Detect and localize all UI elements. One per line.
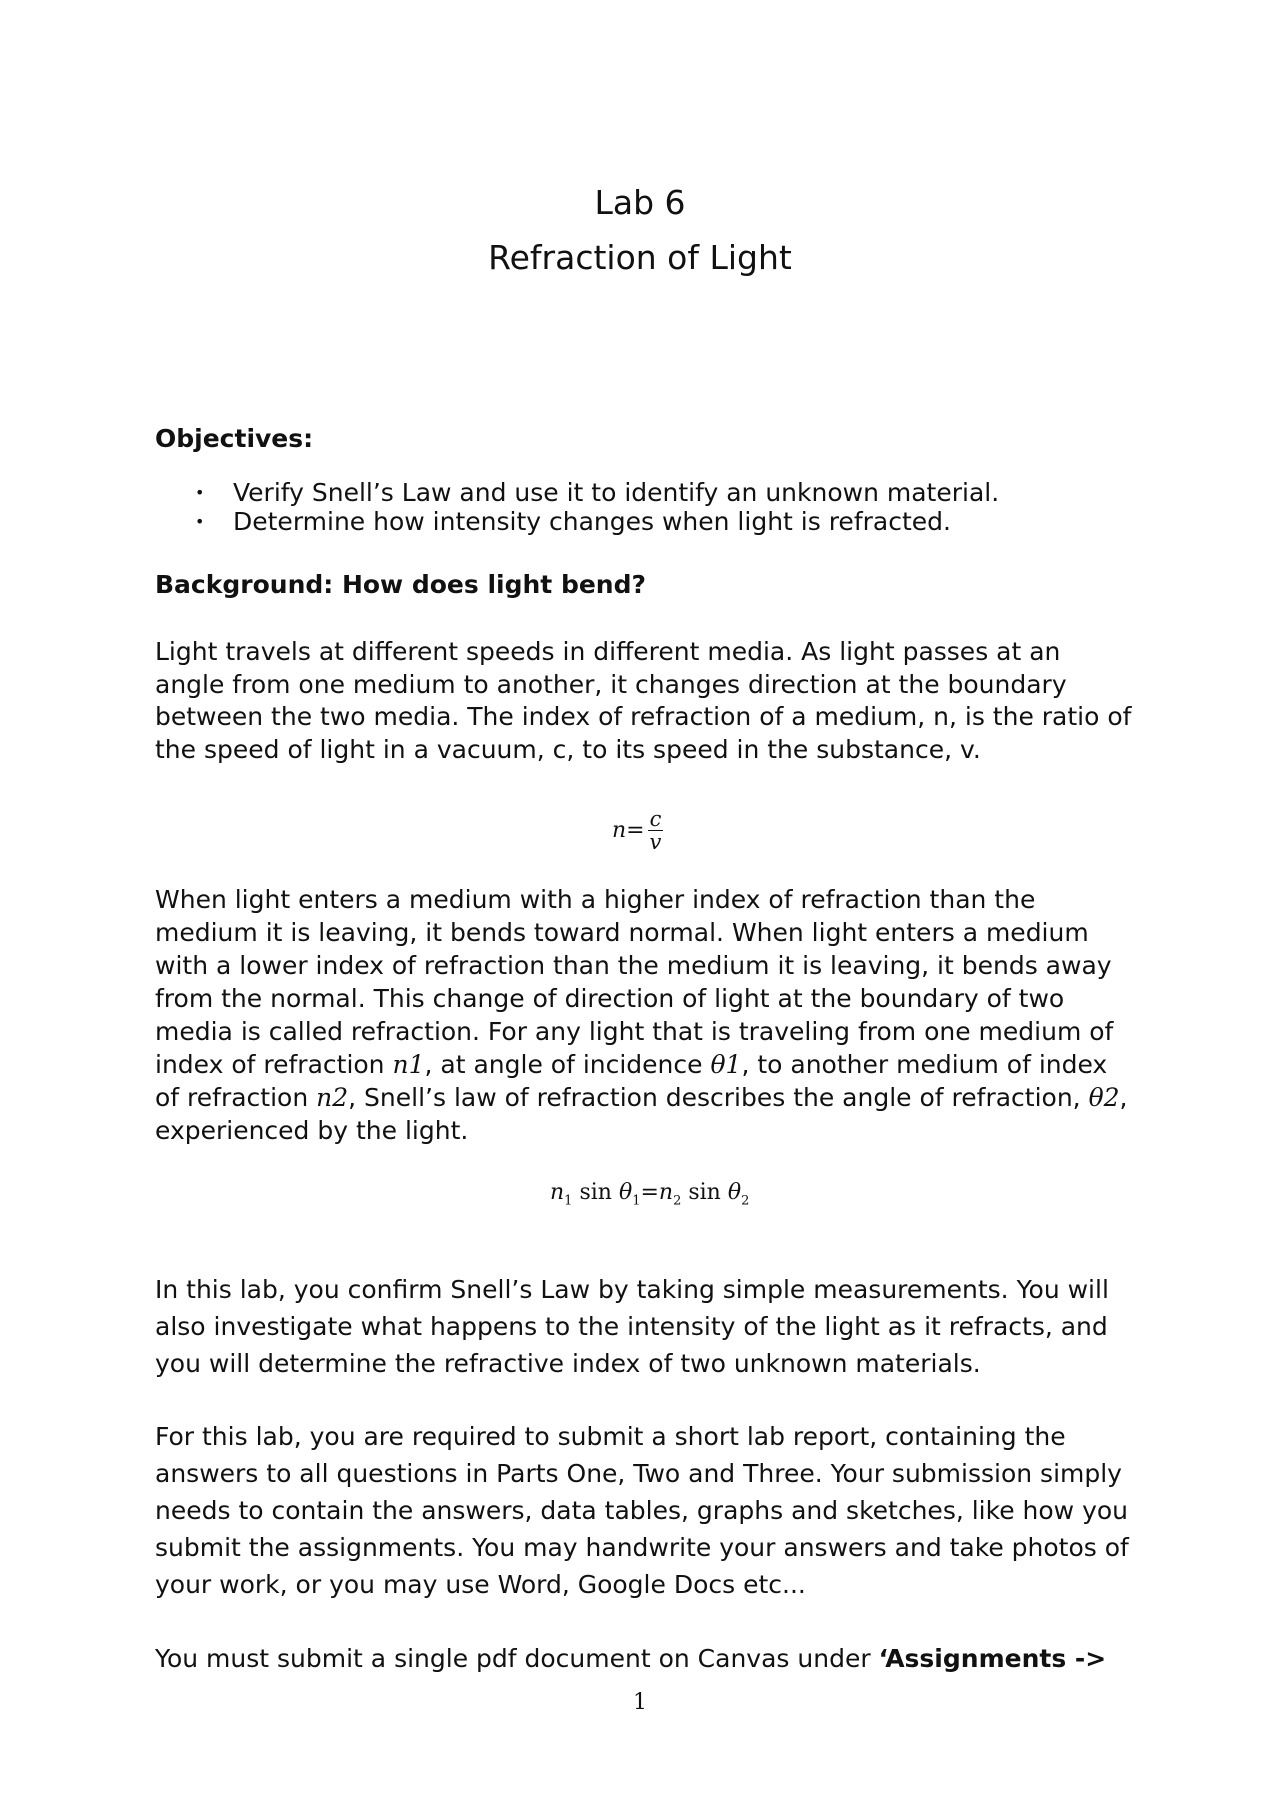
symbol-theta2: θ2 [1088, 1083, 1120, 1112]
snells-law-equation [550, 1180, 749, 1208]
bullet-icon: • [195, 512, 205, 531]
index-of-refraction-equation [612, 808, 663, 853]
bullet-icon: • [195, 483, 205, 502]
background-paragraph-3: In this lab, you confirm Snell’s Law by taking simple measurements. You will also investigate what happens to the intensity of the light as it refracts, and you will determine the refractive index of two unknown materials. [155, 1275, 1109, 1378]
paragraph-text: , to another medium of index of refraction [155, 1050, 1108, 1112]
background-paragraph-1: Light travels at different speeds in different media. As light passes at an angle from one medium to another, it changes direction at the boundary between the two media. The index of refraction of a medium, n, is the ratio of the speed of light in a vacuum, c, to its speed in the substance, v. [155, 637, 1132, 764]
background-paragraph-5 [155, 1640, 1135, 1677]
list-item [195, 507, 999, 536]
paragraph-text: , Snell’s law of refraction describes the angle of refraction, [348, 1083, 1089, 1112]
objectives-list [195, 478, 999, 536]
fraction-denominator: v [649, 830, 662, 854]
paragraph-text: When light enters a medium with a higher index of refraction than the medium it is leaving, it bends toward normal. When light enters a medium with a lower index of refraction than the medium it is leaving, it bends away from the normal. This change of direction of light at the boundary of two media is called refraction. For any light that is traveling from one medium of index of refraction [155, 885, 1114, 1079]
background-heading: Background: How does light bend? [155, 570, 647, 599]
background-paragraph-4: For this lab, you are required to submit a short lab report, containing the answers to all questions in Parts One, Two and Three. Your submission simply needs to contain the answers, data tables, graphs and sketches, like how you submit the assignments. You may handwrite your answers and take photos of your work, or you may use Word, Google Docs etc... [155, 1422, 1129, 1599]
eq-sin: sin [572, 1180, 619, 1205]
paragraph-text: , experienced by the light. [155, 1083, 1128, 1145]
symbol-n1: n1 [392, 1050, 425, 1079]
fraction-numerator: c [649, 807, 662, 831]
objectives-heading: Objectives: [155, 424, 314, 453]
symbol-n2: n2 [316, 1083, 349, 1112]
eq-sin: sin [681, 1180, 728, 1205]
paragraph-text: , at angle of incidence [424, 1050, 711, 1079]
eq-subscript: 2 [741, 1193, 750, 1209]
page-number: 1 [633, 1690, 647, 1715]
eq-n1: n [550, 1180, 565, 1205]
eq-n2: n [658, 1180, 674, 1205]
eq-subscript: 2 [673, 1193, 682, 1209]
equation-lhs: n= [612, 818, 645, 843]
eq-equals: = [640, 1180, 659, 1205]
eq-theta2: θ [727, 1180, 742, 1205]
eq-subscript: 1 [632, 1193, 641, 1209]
objective-text: Determine how intensity changes when light is refracted. [233, 507, 951, 536]
background-paragraph-2 [155, 883, 1135, 1147]
objective-text: Verify Snell’s Law and use it to identify an unknown material. [233, 478, 1000, 507]
lab-number-title: Lab 6 [594, 183, 686, 222]
lab-title: Refraction of Light [488, 238, 792, 277]
symbol-theta1: θ1 [710, 1050, 742, 1079]
equation-fraction [648, 808, 664, 853]
eq-theta1: θ [618, 1180, 633, 1205]
paragraph-text: You must submit a single pdf document on Canvas under [155, 1644, 879, 1673]
list-item [195, 478, 999, 507]
eq-subscript: 1 [564, 1193, 573, 1209]
assignments-path: ‘Assignments -> [878, 1644, 1107, 1673]
